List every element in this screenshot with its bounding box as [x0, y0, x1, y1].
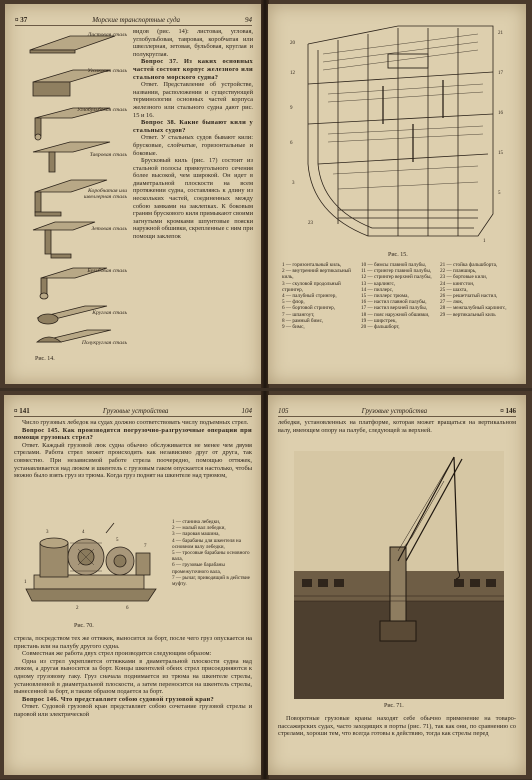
legend-item: 14 — пиллерс,	[361, 286, 394, 293]
paragraph: видов (рис. 14): листовая, угловая, углобульбовая, тавровая, коробчатая или швеллерная, зетовая, бульбовая, круглая и полукруглая.	[133, 28, 253, 58]
legend-item: 11 — стрингер главной палубы,	[361, 268, 432, 275]
profile-label-sheet: Листовая сталь	[87, 32, 127, 38]
legend-item: 16 — настил главной палубы,	[361, 299, 427, 306]
svg-text:16: 16	[498, 111, 503, 116]
legend-item: 4 — палубный стрингер,	[282, 293, 337, 300]
legend-item: 1 — станина лебедки,	[172, 519, 221, 525]
running-header	[14, 403, 252, 417]
svg-text:23: 23	[308, 221, 313, 226]
svg-text:21: 21	[498, 31, 503, 36]
profile-label-bulb-angle: Углобульбовая сталь	[77, 107, 127, 113]
page-105	[268, 395, 526, 775]
legend-item: 20 — фальшборт,	[361, 324, 400, 331]
svg-text:2: 2	[76, 606, 79, 611]
question-heading: Вопрос 145. Как производятся погрузочно-разгрузочные операции при помощи грузовых стрел?	[14, 426, 252, 442]
page-94	[5, 4, 262, 384]
legend-item: 1 — горизонтальный киль,	[282, 262, 342, 268]
question-heading: Вопрос 37. Из каких основных частей состоит корпус железного или стального морского судна?	[133, 58, 253, 81]
legend-item: 5 — тросовые барабаны основного вала,	[172, 550, 250, 563]
svg-text:1: 1	[24, 580, 27, 585]
legend-item: 10 — бимсы главной палубы,	[361, 262, 427, 268]
profile-label-bulb: Бульбовая сталь	[87, 268, 127, 274]
svg-text:3: 3	[292, 181, 295, 186]
legend-item: 28 — межпалубный карлингс,	[440, 305, 507, 312]
svg-text:12: 12	[290, 71, 295, 76]
legend-item: 4 — барабаны для шкентеля на основном валу лебедки,	[172, 537, 242, 550]
figure-caption: Рис. 15.	[388, 252, 408, 258]
paragraph: Число грузовых лебедок на судах должно соответствовать числу подъемных стрел.	[22, 419, 249, 426]
svg-text:17: 17	[498, 71, 503, 76]
header-section-number: ¤ 146	[500, 407, 516, 415]
profile-label-zee: Зетовая сталь	[91, 226, 127, 232]
legend-item: 22 — планширь,	[440, 268, 477, 275]
paragraph: стрела, посредством тех же оттяжек, выносится за борт, после чего груз опускается на пристань или на палубу другого судна.	[14, 635, 252, 650]
header-page-number: 94	[244, 16, 252, 24]
answer-paragraph: Ответ. Каждый грузовой люк судна обычно обслуживается не менее чем двумя стрелами. Работа стрел может происходить как независимо друг от друга, так совместно. При независимой работе стрела поочередно, помощью оттяжек, устанавливается над люком и шкентель с грузовым гаком опускается настолько, чтобы можно было взять груз из трюма. Когда груз поднят на шкентеле над трюмом,	[14, 441, 252, 480]
header-page-number: 105	[278, 407, 289, 415]
svg-text:9: 9	[290, 106, 293, 111]
paragraph: Брусковый киль (рис. 17) состоит из стальной полосы прямоугольного сечения более высокой, чем широкой. Он идет в диаметральной плоскости на всем протяжении судна, составляясь к длину из нескольких частей, соединенных между собою замками на заклепках. К боковым граням брускового киля примыкают своими загнутыми кромками шпунтовые пояски наружной обшивки, скрепленные с ним при помощи заклепок	[133, 157, 253, 241]
answer-paragraph: Ответ. Представление об устройстве, названии, расположении и существующей терминологии основных частей корпуса железного или стального судна дают рис. 15 и 16.	[133, 81, 253, 119]
text-block-lower	[278, 715, 516, 738]
question-heading: Вопрос 38. Какие бывают кили у стальных судов?	[133, 119, 253, 134]
legend-item: 18 — пояс наружной обшивки,	[361, 311, 430, 318]
paragraph: Совместная же работа двух стрел производится следующим образом:	[22, 650, 212, 658]
page-95	[268, 4, 526, 384]
legend-item: 21 — стойка фальшборта,	[440, 262, 498, 268]
svg-text:5: 5	[116, 538, 119, 543]
paragraph: Поворотные грузовые краны находят себе обычно применение на товаро-пассажирских судах, часто заходящих в порты (рис. 71), так как они, по сравнению со стрелами, хороши тем, что всегда готовы к действию, тогда как стрелы перед	[278, 715, 516, 738]
winch-figure	[16, 513, 166, 613]
legend-item: 6 — бортовой стрингер,	[282, 305, 336, 312]
profile-label-angle: Уголковая сталь	[87, 68, 127, 74]
profile-label-round: Круглая сталь	[92, 310, 127, 316]
answer-paragraph: Ответ. У стальных судов бывают кили: брусковые, слойчатые, горизонтальные и боковые.	[133, 134, 253, 157]
hull-section-figure	[278, 14, 516, 252]
legend-item: 25 — шахта,	[440, 286, 468, 293]
header-title: Грузовые устройства	[361, 407, 428, 415]
legend-item: 7 — рычаг, приводящий в действие муфту.	[172, 574, 250, 588]
svg-text:4: 4	[82, 530, 85, 535]
legend-item: 23 — бортовые кили,	[440, 274, 488, 281]
legend-item: 3 — скуловой продольный стрингер,	[282, 280, 341, 293]
figure-caption: Рис. 70.	[74, 623, 94, 629]
winch-legend	[172, 519, 252, 587]
profile-label-channel: Коробчатая или швеллерная сталь	[83, 188, 127, 201]
legend-item: 7 — шпангоут,	[282, 311, 315, 318]
header-page-number: 104	[241, 407, 252, 415]
question-heading: Вопрос 146. Что представляет собою судовой грузовой кран?	[22, 695, 215, 703]
header-section-number: ¤ 141	[14, 407, 30, 415]
deck-crane-figure	[294, 451, 504, 699]
svg-text:6: 6	[126, 606, 129, 611]
legend-item: 24 — кингстон,	[440, 280, 475, 287]
svg-text:7: 7	[144, 544, 147, 549]
header-section-number: ¤ 37	[15, 16, 28, 24]
svg-text:1: 1	[483, 239, 486, 244]
top-spread	[0, 0, 532, 388]
legend-item: 27 — люк,	[440, 299, 464, 306]
legend-item: 9 — бимс,	[282, 324, 305, 331]
legend-item: 29 — вертикальный киль	[440, 311, 496, 318]
legend-item: 12 — стрингер верхней палубы,	[361, 274, 432, 281]
legend-item: 6 — грузовые барабаны промежуточного вала,	[172, 562, 225, 575]
legend-item: 2 — внутренний вертикальный киль,	[282, 268, 351, 281]
legend-item: 15 — пиллерс трюма,	[361, 293, 409, 300]
answer-paragraph: Ответ. Судовой грузовой кран представляет собою сочетание грузовой стрелы и паровой или электрической	[14, 703, 252, 718]
running-header	[15, 12, 252, 26]
legend-item: 19 — ширстрек,	[361, 317, 397, 324]
svg-text:20: 20	[290, 41, 295, 46]
text-block-lower	[14, 635, 252, 719]
paragraph: Одна из стрел укрепляется оттяжками в диаметральной плоскости судна над люком, а другая выносится за борт. Концы шкентелей обеих стрел присоединяются к одному грузовому гаку. Груз сначала поднимается из трюма на шкентеле стрелы, установленной в диаметральной плоскости, а затем переносится на шкентель стрелы, вынесенной за борт, и таким образом подается за борт.	[14, 657, 252, 696]
svg-text:3: 3	[46, 530, 49, 535]
hull-section-drawing	[278, 14, 516, 252]
legend-item: 26 — решетчатый настил,	[440, 293, 498, 300]
header-title: Морские транспортные суда	[92, 16, 181, 24]
figure-caption: Рис. 14.	[35, 356, 55, 362]
text-block-upper	[278, 419, 516, 434]
svg-text:6: 6	[290, 141, 293, 146]
svg-text:15: 15	[498, 151, 503, 156]
legend-item: 3 — паровая машина,	[172, 531, 220, 538]
text-block-upper	[14, 419, 252, 480]
legend-item: 8 — рамный бимс,	[282, 317, 324, 324]
running-header	[278, 403, 516, 417]
page-104	[4, 395, 262, 775]
profile-label-tee: Тавровая сталь	[89, 152, 127, 158]
header-title: Грузовые устройства	[102, 407, 169, 415]
winch-drawing	[16, 513, 166, 613]
paragraph: лебедки, установленных на платформе, которая может вращаться на вертикальном валу, имеющем опору на палубе, следующей за верхней.	[278, 419, 516, 434]
legend-item: 2 — малый вал лебедки,	[172, 525, 226, 532]
profile-label-half-round: Полукруглая сталь	[81, 340, 127, 346]
svg-text:5: 5	[498, 191, 501, 196]
legend-item: 5 — флор,	[282, 299, 305, 306]
legend-item: 13 — карлингс,	[361, 280, 396, 287]
figure-caption: Рис. 71.	[384, 703, 404, 709]
figure-legend	[282, 262, 514, 330]
deck-crane-drawing	[294, 451, 504, 699]
legend-item: 17 — настил верхней палубы,	[361, 305, 427, 312]
bottom-spread	[0, 391, 532, 779]
text-column	[133, 28, 253, 241]
